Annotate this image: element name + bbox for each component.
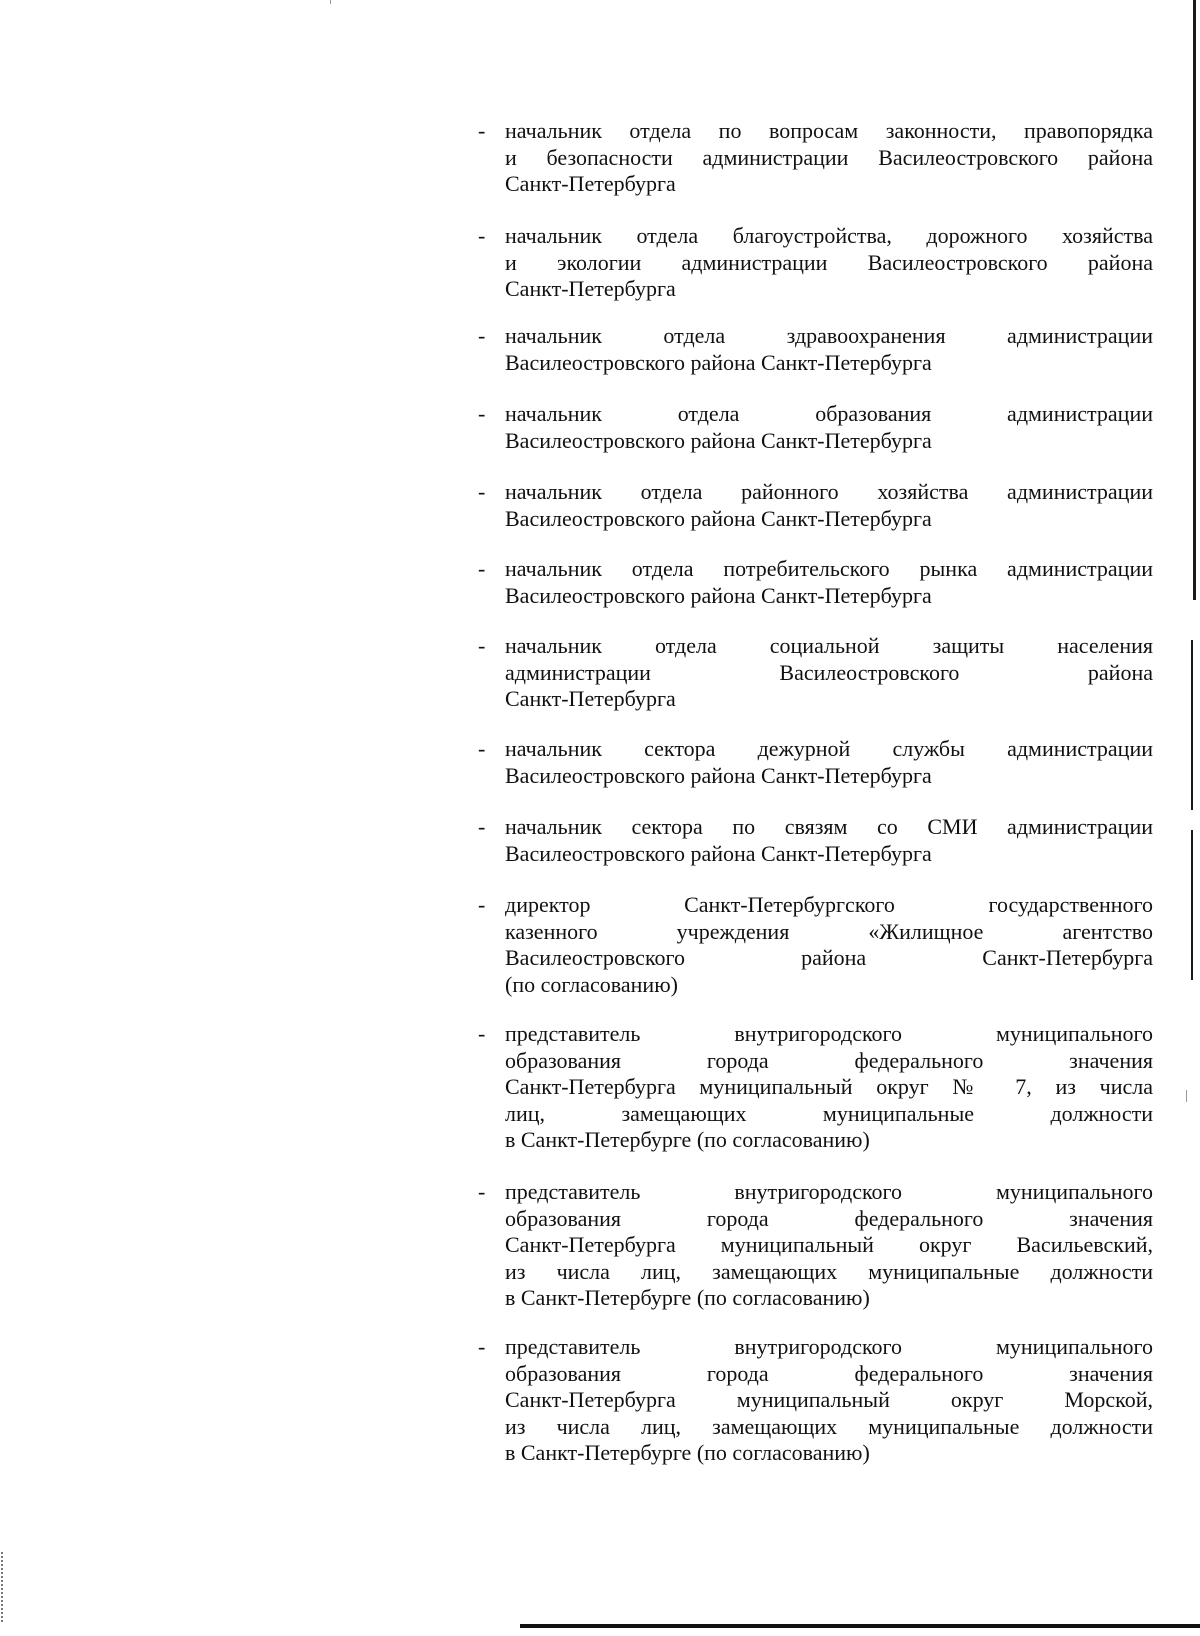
- list-item-line: Василеостровского района Санкт-Петербурга: [505, 762, 932, 788]
- scan-artifact-mark: [1186, 1090, 1187, 1102]
- list-item-line: представитель внутригородского муниципального: [505, 1334, 1153, 1359]
- list-item: [478, 118, 1153, 198]
- list-item-line: лиц, замещающих муниципальные должности: [505, 1100, 1153, 1126]
- scan-edge-dots: [1, 1552, 5, 1622]
- list-item: [478, 556, 1153, 609]
- list-dash: -: [478, 118, 486, 143]
- list-item-line: начальник отдела образования администрации: [505, 401, 1153, 426]
- list-item-line: Василеостровского района Санкт-Петербурга: [505, 945, 1153, 971]
- list-dash: -: [478, 323, 486, 348]
- list-item-line: и экологии администрации Василеостровского района: [505, 249, 1153, 275]
- list-item: [478, 736, 1153, 789]
- list-item-line: Василеостровского района Санкт-Петербурга: [505, 582, 932, 608]
- list-item-line: директор Санкт-Петербургского государственного: [505, 892, 1153, 917]
- list-dash: -: [478, 892, 486, 917]
- scan-edge-line: [1191, 830, 1193, 980]
- list-item-line: Санкт-Петербурга: [505, 686, 676, 712]
- bottom-rule: [520, 1624, 1200, 1628]
- list-item-line: в Санкт-Петербурге (по согласованию): [505, 1127, 870, 1153]
- list-item-line: представитель внутригородского муниципального: [505, 1021, 1153, 1046]
- list-item-line: образования города федерального значения: [505, 1360, 1153, 1386]
- list-item-line: начальник отдела социальной защиты населения: [505, 633, 1153, 658]
- list-item-line: начальник отдела по вопросам законности, правопорядка: [505, 118, 1153, 143]
- list-item: [478, 814, 1153, 867]
- list-item: [478, 1179, 1153, 1312]
- scan-edge-line: [1193, 0, 1196, 600]
- list-item-line: Василеостровского района Санкт-Петербурга: [505, 840, 932, 866]
- list-item-line: начальник сектора дежурной службы администрации: [505, 736, 1153, 761]
- list-item-line: администрации Василеостровского района: [505, 659, 1153, 685]
- list-item-line: Санкт-Петербурга муниципальный округ № 7, из числа: [505, 1074, 1153, 1100]
- list-item-line: Василеостровского района Санкт-Петербурга: [505, 505, 932, 531]
- list-item-line: Василеостровского района Санкт-Петербурга: [505, 427, 932, 453]
- list-item-line: Санкт-Петербурга муниципальный округ Васильевский,: [505, 1232, 1153, 1258]
- list-item-line: Василеостровского района Санкт-Петербурга: [505, 349, 932, 375]
- list-item: [478, 1021, 1153, 1154]
- list-item: [478, 479, 1153, 532]
- scan-artifact-top: [330, 0, 331, 4]
- list-dash: -: [478, 814, 486, 839]
- list-dash: -: [478, 479, 486, 504]
- list-item-line: начальник отдела потребительского рынка администрации: [505, 556, 1153, 581]
- list-dash: -: [478, 1179, 486, 1204]
- list-item-line: в Санкт-Петербурге (по согласованию): [505, 1285, 870, 1311]
- list-item-line: начальник отдела благоустройства, дорожного хозяйства: [505, 223, 1153, 248]
- list-item-line: Санкт-Петербурга: [505, 171, 676, 197]
- list-item: [478, 1334, 1153, 1467]
- list-item-line: и безопасности администрации Василеостровского района: [505, 144, 1153, 170]
- list-item-line: из числа лиц, замещающих муниципальные должности: [505, 1413, 1153, 1439]
- list-item-line: (по согласованию): [505, 971, 678, 997]
- list-item-line: начальник отдела здравоохранения администрации: [505, 323, 1153, 348]
- list-item: [478, 401, 1153, 454]
- list-item-line: Санкт-Петербурга муниципальный округ Морской,: [505, 1387, 1153, 1413]
- list-item-line: образования города федерального значения: [505, 1047, 1153, 1073]
- list-dash: -: [478, 401, 486, 426]
- list-dash: -: [478, 736, 486, 761]
- list-dash: -: [478, 633, 486, 658]
- list-dash: -: [478, 556, 486, 581]
- list-dash: -: [478, 1021, 486, 1046]
- list-item-line: из числа лиц, замещающих муниципальные должности: [505, 1258, 1153, 1284]
- list-dash: -: [478, 1334, 486, 1359]
- list-item: [478, 892, 1153, 998]
- list-item-line: образования города федерального значения: [505, 1205, 1153, 1231]
- list-item: [478, 633, 1153, 713]
- list-item-line: начальник отдела районного хозяйства администрации: [505, 479, 1153, 504]
- list-item-line: Санкт-Петербурга: [505, 276, 676, 302]
- list-item-line: казенного учреждения «Жилищное агентство: [505, 918, 1153, 944]
- list-item-line: начальник сектора по связям со СМИ администрации: [505, 814, 1153, 839]
- list-item-line: в Санкт-Петербурге (по согласованию): [505, 1440, 870, 1466]
- list-item: [478, 323, 1153, 376]
- list-item: [478, 223, 1153, 303]
- list-item-line: представитель внутригородского муниципального: [505, 1179, 1153, 1204]
- list-dash: -: [478, 223, 486, 248]
- scan-edge-line: [1191, 640, 1193, 810]
